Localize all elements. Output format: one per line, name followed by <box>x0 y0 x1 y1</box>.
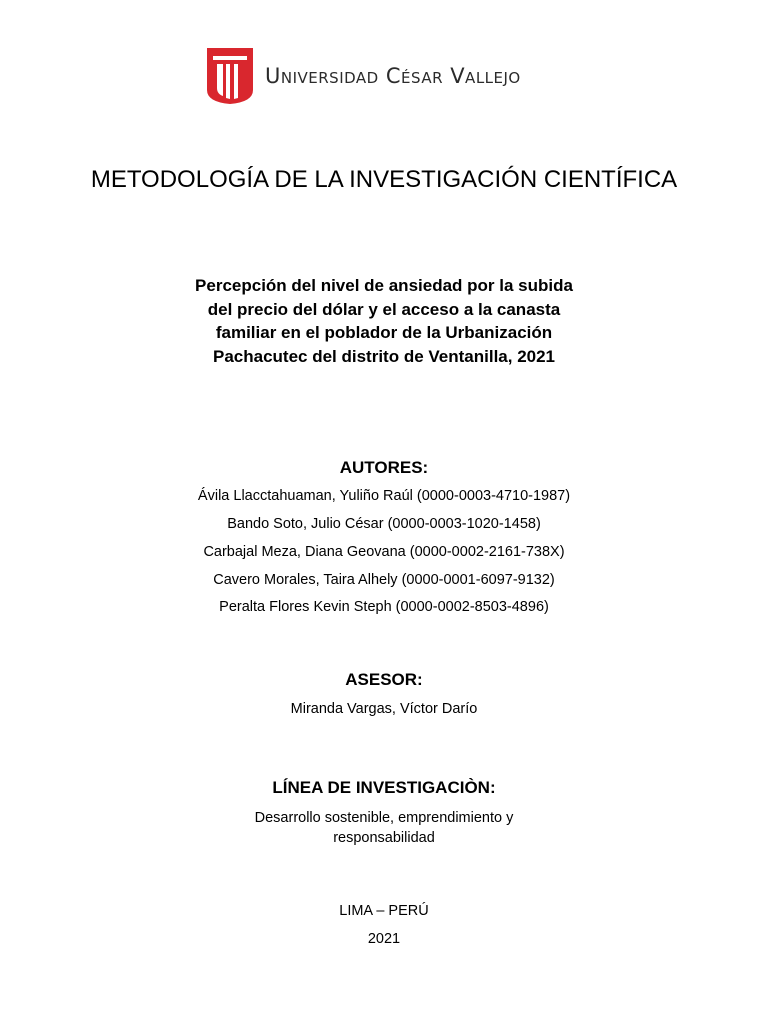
university-logo <box>207 48 521 104</box>
research-line-heading: LÍNEA DE INVESTIGACIÒN: <box>272 778 496 797</box>
course-title: METODOLOGÍA DE LA INVESTIGACIÓN CIENTÍFICA <box>90 166 678 193</box>
author-line: Bando Soto, Julio César (0000-0003-1020-1458) <box>227 516 541 532</box>
advisor-heading: ASESOR: <box>345 670 423 689</box>
author-line: Ávila Llacctahuaman, Yuliño Raúl (0000-0003-4710-1987) <box>197 488 571 504</box>
advisor-name: Miranda Vargas, Víctor Darío <box>290 701 478 717</box>
author-line: Cavero Morales, Taira Alhely (0000-0001-6097-9132) <box>213 572 555 588</box>
year: 2021 <box>367 931 401 947</box>
author-line: Carbajal Meza, Diana Geovana (0000-0002-2161-738X) <box>203 544 565 560</box>
institution-name: Universidad César Vallejo <box>265 64 521 88</box>
university-crest-icon <box>207 48 253 104</box>
location: LIMA – PERÚ <box>339 903 429 919</box>
thesis-title: Percepción del nivel de ansiedad por la subida del precio del dólar y el acceso a la canasta familiar en el poblador de la Urbanización Pachacutec del distrito de Ventanilla, 2021 <box>195 276 573 366</box>
research-line-text: Desarrollo sostenible, emprendimiento y responsabilidad <box>254 810 514 846</box>
author-line: Peralta Flores Kevin Steph (0000-0002-8503-4896) <box>219 599 549 615</box>
authors-heading: AUTORES: <box>339 458 429 477</box>
